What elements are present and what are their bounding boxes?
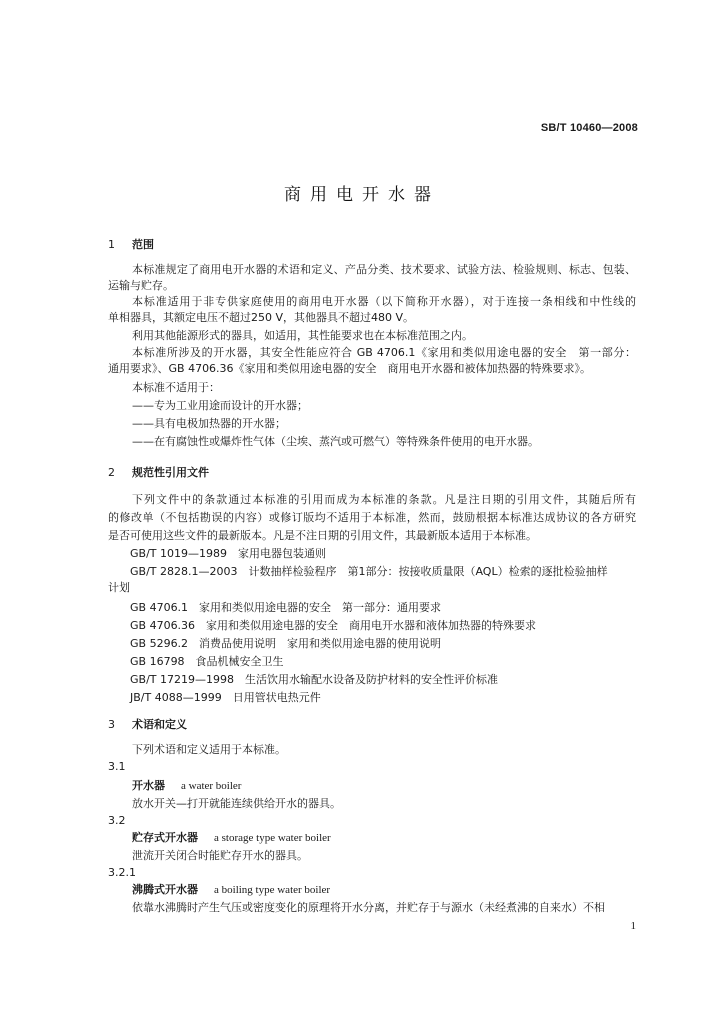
document-title: 商用电开水器 [284, 185, 440, 205]
reference-item: GB 4706.36 家用和类似用途电器的安全 商用电开水器和液体加热器的特殊要求 [130, 619, 537, 632]
section-title: 术语和定义 [132, 718, 187, 731]
paragraph-line: 通用要求》、GB 4706.36《家用和类似用途电器的安全 商用电开水器和被体加热器的特殊要求》。 [108, 362, 592, 375]
paragraph-line: 利用其他能源形式的器具，如适用，其性能要求也在本标准范围之内。 [132, 329, 473, 342]
paragraph-line: 运输与贮存。 [108, 279, 174, 292]
clause-number: 3.2 [108, 814, 126, 827]
paragraph-line: 下列文件中的条款通过本标准的引用而成为本标准的条款。凡是注日期的引用文件，其随后所有 [132, 493, 636, 506]
list-item: ——在有腐蚀性或爆炸性气体（尘埃、蒸汽或可燃气）等特殊条件使用的电开水器。 [132, 435, 539, 448]
reference-item-continued: 计划 [108, 581, 130, 594]
term-entry [132, 830, 331, 846]
section-number: 1 [108, 238, 115, 251]
term-chinese: 开水器 [132, 779, 165, 792]
section-number: 3 [108, 718, 115, 731]
section-2-heading [108, 464, 209, 480]
paragraph-line: 是否可使用这些文件的最新版本。凡是不注日期的引用文件，其最新版本适用于本标准。 [108, 529, 537, 542]
paragraph-line: 的修改单（不包括勘误的内容）或修订版均不适用于本标准，然而，鼓励根据本标准达成协议的各方研究 [108, 511, 636, 524]
clause-number: 3.1 [108, 760, 126, 773]
term-chinese: 贮存式开水器 [132, 831, 198, 844]
term-definition: 泄流开关闭合时能贮存开水的器具。 [132, 849, 308, 862]
term-entry [132, 778, 241, 794]
paragraph-line: 本标准不适用于： [132, 381, 220, 394]
list-item: ——专为工业用途而设计的开水器； [132, 399, 308, 412]
term-english: a water boiler [181, 780, 242, 792]
section-number: 2 [108, 466, 115, 479]
paragraph-line: 本标准所涉及的开水器，其安全性能应符合 GB 4706.1《家用和类似用途电器的安全 第一部分： [132, 346, 636, 359]
reference-item: JB/T 4088—1999 日用管状电热元件 [130, 691, 321, 704]
term-definition: 依靠水沸腾时产生气压或密度变化的原理将开水分离，并贮存于与源水（未经煮沸的自来水）不相 [132, 901, 605, 914]
paragraph-line: 下列术语和定义适用于本标准。 [132, 743, 286, 756]
paragraph-line: 本标准适用于非专供家庭使用的商用电开水器（以下简称开水器），对于连接一条相线和中性线的 [132, 295, 636, 308]
section-3-heading [108, 716, 187, 732]
page-number: 1 [630, 920, 636, 932]
reference-item: GB 16798 食品机械安全卫生 [130, 655, 284, 668]
paragraph-line: 单相器具，其额定电压不超过250 V，其他器具不超过480 V。 [108, 311, 415, 324]
reference-item: GB/T 2828.1—2003 计数抽样检验程序 第1部分：按接收质量限（AQL）检索的逐批检验抽样 [130, 565, 608, 578]
term-chinese: 沸腾式开水器 [132, 883, 198, 896]
term-english: a boiling type water boiler [214, 884, 331, 896]
reference-item: GB/T 17219—1998 生活饮用水输配水设备及防护材料的安全性评价标准 [130, 673, 498, 686]
reference-item: GB 4706.1 家用和类似用途电器的安全 第一部分：通用要求 [130, 601, 442, 614]
term-definition: 放水开关—打开就能连续供给开水的器具。 [132, 797, 341, 810]
standard-code: SB/T 10460—2008 [540, 122, 638, 134]
clause-number: 3.2.1 [108, 866, 136, 879]
term-entry [132, 882, 330, 898]
reference-item: GB 5296.2 消费品使用说明 家用和类似用途电器的使用说明 [130, 637, 442, 650]
section-1-heading [108, 236, 154, 252]
section-title: 范围 [132, 238, 154, 251]
list-item: ——具有电极加热器的开水器； [132, 417, 286, 430]
reference-item: GB/T 1019—1989 家用电器包装通则 [130, 547, 326, 560]
term-english: a storage type water boiler [214, 832, 331, 844]
section-title: 规范性引用文件 [132, 466, 209, 479]
paragraph-line: 本标准规定了商用电开水器的术语和定义、产品分类、技术要求、试验方法、检验规则、标志、包装、 [132, 263, 636, 276]
